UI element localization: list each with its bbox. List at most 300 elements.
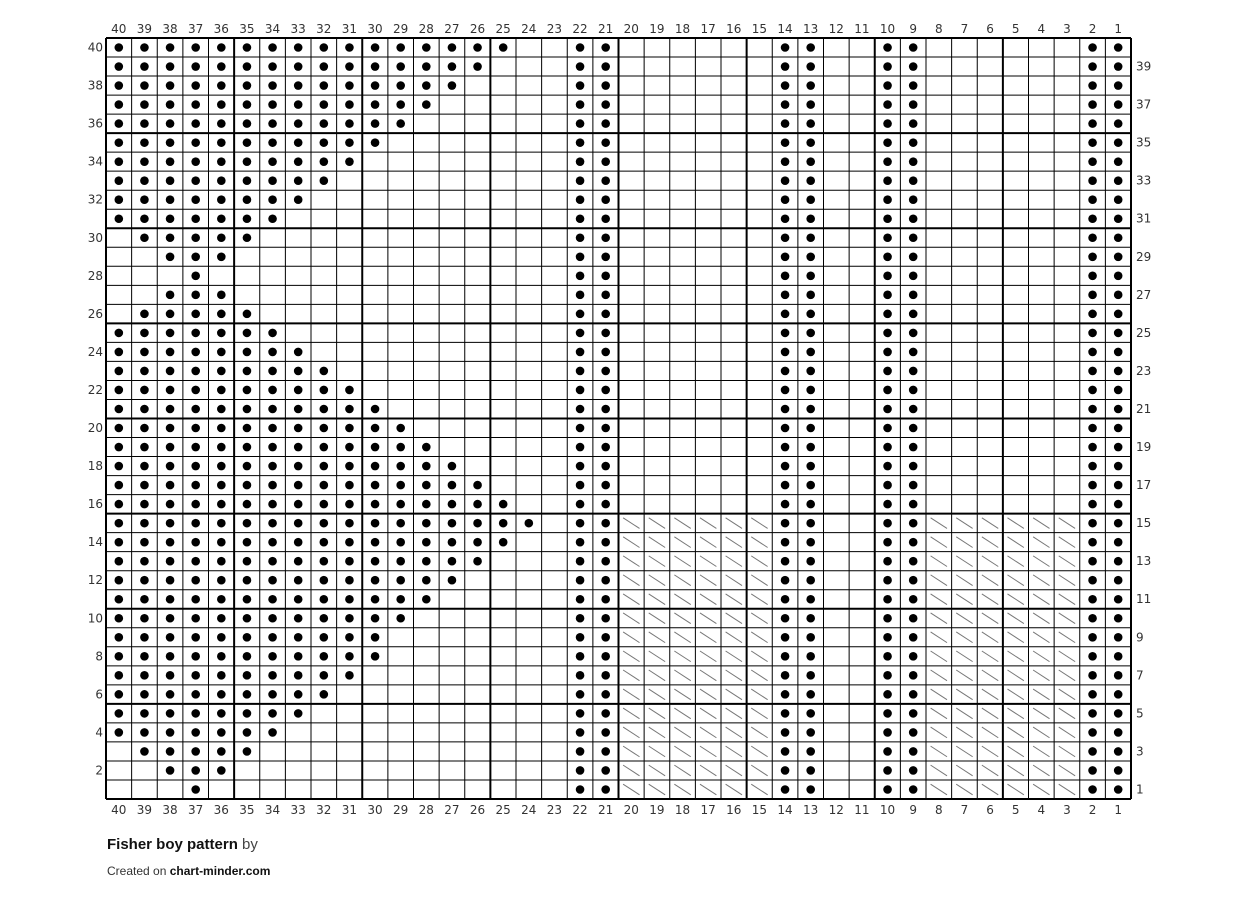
dot-stitch-r25-c39 xyxy=(140,329,149,338)
dot-stitch-r33-c37 xyxy=(191,176,200,185)
dot-stitch-r40-c36 xyxy=(217,43,226,52)
dot-stitch-r26-c10 xyxy=(883,310,892,319)
col-label-bottom-9: 9 xyxy=(909,803,918,817)
dot-stitch-r39-c39 xyxy=(140,62,149,71)
dot-stitch-r6-c9 xyxy=(909,690,918,699)
col-label-top-37: 37 xyxy=(188,22,204,36)
dot-stitch-r31-c39 xyxy=(140,214,149,223)
dot-stitch-r15-c25 xyxy=(499,519,508,528)
dot-stitch-r40-c33 xyxy=(294,43,303,52)
dot-stitch-r22-c21 xyxy=(601,386,610,395)
row-label-right-29: 29 xyxy=(1136,249,1152,264)
dot-stitch-r8-c13 xyxy=(806,652,815,661)
dot-stitch-r12-c29 xyxy=(396,576,405,585)
dot-stitch-r17-c30 xyxy=(371,481,380,490)
dot-stitch-r1-c22 xyxy=(576,785,585,794)
dot-stitch-r39-c37 xyxy=(191,62,200,71)
dot-stitch-r36-c10 xyxy=(883,119,892,128)
dot-stitch-r31-c36 xyxy=(217,214,226,223)
dot-stitch-r3-c39 xyxy=(140,747,149,756)
dot-stitch-r30-c14 xyxy=(781,233,790,242)
row-label-right-33: 33 xyxy=(1136,173,1152,188)
col-label-top-40: 40 xyxy=(111,22,127,36)
dot-stitch-r17-c38 xyxy=(166,481,175,490)
dot-stitch-r17-c27 xyxy=(448,481,457,490)
col-label-top-38: 38 xyxy=(162,22,178,36)
dot-stitch-r12-c14 xyxy=(781,576,790,585)
dot-stitch-r31-c22 xyxy=(576,214,585,223)
dot-stitch-r14-c31 xyxy=(345,538,354,547)
dot-stitch-r30-c35 xyxy=(243,233,252,242)
dot-stitch-r32-c36 xyxy=(217,195,226,204)
dot-stitch-r38-c31 xyxy=(345,81,354,90)
dot-stitch-r15-c10 xyxy=(883,519,892,528)
dot-stitch-r18-c32 xyxy=(320,462,329,471)
dot-stitch-r18-c1 xyxy=(1114,462,1123,471)
dot-stitch-r25-c21 xyxy=(601,329,610,338)
dot-stitch-r4-c40 xyxy=(115,728,124,737)
dot-stitch-r13-c2 xyxy=(1088,557,1097,566)
dot-stitch-r3-c13 xyxy=(806,747,815,756)
dot-stitch-r11-c2 xyxy=(1088,595,1097,604)
dot-stitch-r36-c32 xyxy=(320,119,329,128)
dot-stitch-r40-c25 xyxy=(499,43,508,52)
dot-stitch-r13-c22 xyxy=(576,557,585,566)
site-link[interactable]: chart-minder.com xyxy=(169,864,271,878)
dot-stitch-r32-c9 xyxy=(909,195,918,204)
row-label-left-36: 36 xyxy=(87,116,103,131)
dot-stitch-r21-c38 xyxy=(166,405,175,414)
dot-stitch-r27-c37 xyxy=(191,291,200,300)
dot-stitch-r37-c39 xyxy=(140,100,149,109)
dot-stitch-r13-c27 xyxy=(448,557,457,566)
dot-stitch-r11-c35 xyxy=(243,595,252,604)
dot-stitch-r14-c30 xyxy=(371,538,380,547)
dot-stitch-r33-c10 xyxy=(883,176,892,185)
dot-stitch-r35-c33 xyxy=(294,138,303,147)
dot-stitch-r2-c2 xyxy=(1088,766,1097,775)
dot-stitch-r30-c2 xyxy=(1088,233,1097,242)
dot-stitch-r14-c2 xyxy=(1088,538,1097,547)
dot-stitch-r36-c35 xyxy=(243,119,252,128)
row-label-left-24: 24 xyxy=(87,344,103,359)
dot-stitch-r14-c27 xyxy=(448,538,457,547)
dot-stitch-r11-c14 xyxy=(781,595,790,604)
dot-stitch-r20-c10 xyxy=(883,424,892,433)
dot-stitch-r39-c36 xyxy=(217,62,226,71)
col-label-bottom-36: 36 xyxy=(213,803,229,817)
dot-stitch-r3-c35 xyxy=(243,747,252,756)
dot-stitch-r37-c37 xyxy=(191,100,200,109)
dot-stitch-r12-c27 xyxy=(448,576,457,585)
dot-stitch-r37-c36 xyxy=(217,100,226,109)
dot-stitch-r23-c40 xyxy=(115,367,124,376)
dot-stitch-r33-c32 xyxy=(320,176,329,185)
dot-stitch-r16-c1 xyxy=(1114,500,1123,509)
row-label-left-32: 32 xyxy=(87,192,103,207)
dot-stitch-r28-c22 xyxy=(576,272,585,281)
dot-stitch-r16-c29 xyxy=(396,500,405,509)
dot-stitch-r19-c40 xyxy=(115,443,124,452)
dot-stitch-r1-c10 xyxy=(883,785,892,794)
dot-stitch-r39-c34 xyxy=(268,62,277,71)
dot-stitch-r3-c10 xyxy=(883,747,892,756)
dot-stitch-r29-c13 xyxy=(806,252,815,261)
dot-stitch-r39-c27 xyxy=(448,62,457,71)
dot-stitch-r14-c35 xyxy=(243,538,252,547)
dot-stitch-r14-c14 xyxy=(781,538,790,547)
dot-stitch-r16-c32 xyxy=(320,500,329,509)
col-label-top-12: 12 xyxy=(828,22,844,36)
row-label-left-18: 18 xyxy=(87,459,103,474)
dot-stitch-r37-c34 xyxy=(268,100,277,109)
dot-stitch-r24-c9 xyxy=(909,348,918,357)
dot-stitch-r9-c32 xyxy=(320,633,329,642)
col-label-top-28: 28 xyxy=(418,22,434,36)
dot-stitch-r12-c37 xyxy=(191,576,200,585)
dot-stitch-r21-c34 xyxy=(268,405,277,414)
dot-stitch-r28-c37 xyxy=(191,272,200,281)
dot-stitch-r39-c1 xyxy=(1114,62,1123,71)
dot-stitch-r19-c13 xyxy=(806,443,815,452)
dot-stitch-r13-c1 xyxy=(1114,557,1123,566)
dot-stitch-r5-c10 xyxy=(883,709,892,718)
row-label-left-8: 8 xyxy=(95,649,103,664)
col-label-top-9: 9 xyxy=(909,22,918,36)
col-label-top-16: 16 xyxy=(726,22,742,36)
dot-stitch-r31-c2 xyxy=(1088,214,1097,223)
dot-stitch-r22-c38 xyxy=(166,386,175,395)
dot-stitch-r36-c37 xyxy=(191,119,200,128)
dot-stitch-r10-c32 xyxy=(320,614,329,623)
dot-stitch-r11-c30 xyxy=(371,595,380,604)
dot-stitch-r36-c21 xyxy=(601,119,610,128)
dot-stitch-r20-c37 xyxy=(191,424,200,433)
dot-stitch-r20-c29 xyxy=(396,424,405,433)
dot-stitch-r39-c40 xyxy=(115,62,124,71)
dot-stitch-r36-c31 xyxy=(345,119,354,128)
col-label-bottom-26: 26 xyxy=(469,803,486,817)
dot-stitch-r15-c29 xyxy=(396,519,405,528)
dot-stitch-r40-c2 xyxy=(1088,43,1097,52)
dot-stitch-r24-c33 xyxy=(294,348,303,357)
dot-stitch-r26-c21 xyxy=(601,310,610,319)
col-label-top-26: 26 xyxy=(469,22,486,36)
dot-stitch-r10-c33 xyxy=(294,614,303,623)
dot-stitch-r8-c36 xyxy=(217,652,226,661)
row-label-right-21: 21 xyxy=(1136,401,1152,416)
dot-stitch-r29-c9 xyxy=(909,252,918,261)
dot-stitch-r19-c36 xyxy=(217,443,226,452)
dot-stitch-r29-c14 xyxy=(781,252,790,261)
dot-stitch-r34-c9 xyxy=(909,157,918,166)
dot-stitch-r6-c22 xyxy=(576,690,585,699)
col-label-bottom-22: 22 xyxy=(572,803,588,817)
dot-stitch-r26-c36 xyxy=(217,310,226,319)
dot-stitch-r40-c22 xyxy=(576,43,585,52)
dot-stitch-r24-c37 xyxy=(191,348,200,357)
dot-stitch-r13-c14 xyxy=(781,557,790,566)
dot-stitch-r14-c40 xyxy=(115,538,124,547)
dot-stitch-r7-c34 xyxy=(268,671,277,680)
dot-stitch-r19-c35 xyxy=(243,443,252,452)
dot-stitch-r28-c21 xyxy=(601,272,610,281)
dot-stitch-r12-c13 xyxy=(806,576,815,585)
col-label-bottom-25: 25 xyxy=(495,803,511,817)
dot-stitch-r37-c35 xyxy=(243,100,252,109)
col-label-bottom-18: 18 xyxy=(674,803,691,817)
dot-stitch-r1-c13 xyxy=(806,785,815,794)
dot-stitch-r4-c1 xyxy=(1114,728,1123,737)
dot-stitch-r30-c37 xyxy=(191,233,200,242)
dot-stitch-r24-c21 xyxy=(601,348,610,357)
dot-stitch-r11-c39 xyxy=(140,595,149,604)
dot-stitch-r17-c13 xyxy=(806,481,815,490)
dot-stitch-r34-c33 xyxy=(294,157,303,166)
dot-stitch-r38-c29 xyxy=(396,81,405,90)
dot-stitch-r21-c36 xyxy=(217,405,226,414)
dot-stitch-r13-c35 xyxy=(243,557,252,566)
col-label-bottom-34: 34 xyxy=(264,803,281,817)
dot-stitch-r40-c27 xyxy=(448,43,457,52)
dot-stitch-r8-c34 xyxy=(268,652,277,661)
dot-stitch-r38-c28 xyxy=(422,81,431,90)
col-label-bottom-27: 27 xyxy=(444,803,460,817)
dot-stitch-r35-c21 xyxy=(601,138,610,147)
dot-stitch-r14-c28 xyxy=(422,538,431,547)
dot-stitch-r21-c33 xyxy=(294,405,303,414)
dot-stitch-r40-c30 xyxy=(371,43,380,52)
dot-stitch-r7-c39 xyxy=(140,671,149,680)
row-label-left-6: 6 xyxy=(95,687,103,702)
col-label-bottom-30: 30 xyxy=(367,803,383,817)
dot-stitch-r9-c13 xyxy=(806,633,815,642)
dot-stitch-r19-c1 xyxy=(1114,443,1123,452)
dot-stitch-r27-c13 xyxy=(806,291,815,300)
dot-stitch-r11-c38 xyxy=(166,595,175,604)
dot-stitch-r22-c2 xyxy=(1088,386,1097,395)
dot-stitch-r15-c26 xyxy=(473,519,482,528)
dot-stitch-r22-c37 xyxy=(191,386,200,395)
dot-stitch-r11-c28 xyxy=(422,595,431,604)
dot-stitch-r23-c13 xyxy=(806,367,815,376)
col-label-bottom-33: 33 xyxy=(290,803,306,817)
dot-stitch-r27-c22 xyxy=(576,291,585,300)
dot-stitch-r26-c2 xyxy=(1088,310,1097,319)
dot-stitch-r24-c36 xyxy=(217,348,226,357)
dot-stitch-r11-c9 xyxy=(909,595,918,604)
dot-stitch-r35-c39 xyxy=(140,138,149,147)
dot-stitch-r15-c28 xyxy=(422,519,431,528)
dot-stitch-r1-c9 xyxy=(909,785,918,794)
dot-stitch-r4-c36 xyxy=(217,728,226,737)
dot-stitch-r30-c38 xyxy=(166,233,175,242)
col-label-bottom-24: 24 xyxy=(521,803,537,817)
row-label-left-34: 34 xyxy=(87,154,103,169)
col-label-bottom-1: 1 xyxy=(1114,803,1123,817)
dot-stitch-r19-c30 xyxy=(371,443,380,452)
dot-stitch-r7-c22 xyxy=(576,671,585,680)
row-label-left-4: 4 xyxy=(95,725,103,740)
dot-stitch-r37-c22 xyxy=(576,100,585,109)
dot-stitch-r39-c14 xyxy=(781,62,790,71)
dot-stitch-r21-c10 xyxy=(883,405,892,414)
dot-stitch-r35-c30 xyxy=(371,138,380,147)
dot-stitch-r26-c39 xyxy=(140,310,149,319)
row-label-right-5: 5 xyxy=(1136,706,1144,721)
dot-stitch-r25-c38 xyxy=(166,329,175,338)
dot-stitch-r18-c10 xyxy=(883,462,892,471)
row-label-left-30: 30 xyxy=(87,230,103,245)
dot-stitch-r11-c34 xyxy=(268,595,277,604)
dot-stitch-r24-c1 xyxy=(1114,348,1123,357)
dot-stitch-r7-c14 xyxy=(781,671,790,680)
row-label-left-2: 2 xyxy=(95,763,103,778)
dot-stitch-r2-c36 xyxy=(217,766,226,775)
row-label-left-38: 38 xyxy=(87,78,103,93)
dot-stitch-r19-c22 xyxy=(576,443,585,452)
dot-stitch-r20-c40 xyxy=(115,424,124,433)
dot-stitch-r32-c34 xyxy=(268,195,277,204)
dot-stitch-r21-c13 xyxy=(806,405,815,414)
dot-stitch-r12-c40 xyxy=(115,576,124,585)
dot-stitch-r37-c14 xyxy=(781,100,790,109)
dot-stitch-r20-c36 xyxy=(217,424,226,433)
col-label-top-29: 29 xyxy=(393,22,409,36)
row-label-left-20: 20 xyxy=(87,421,103,436)
dot-stitch-r13-c26 xyxy=(473,557,482,566)
dot-stitch-r2-c37 xyxy=(191,766,200,775)
dot-stitch-r35-c2 xyxy=(1088,138,1097,147)
row-label-left-16: 16 xyxy=(87,497,103,512)
dot-stitch-r5-c9 xyxy=(909,709,918,718)
row-label-right-11: 11 xyxy=(1136,592,1152,607)
dot-stitch-r33-c14 xyxy=(781,176,790,185)
dot-stitch-r12-c39 xyxy=(140,576,149,585)
dot-stitch-r4-c37 xyxy=(191,728,200,737)
dot-stitch-r28-c14 xyxy=(781,272,790,281)
dot-stitch-r6-c39 xyxy=(140,690,149,699)
dot-stitch-r4-c14 xyxy=(781,728,790,737)
dot-stitch-r19-c33 xyxy=(294,443,303,452)
dot-stitch-r17-c2 xyxy=(1088,481,1097,490)
col-label-top-32: 32 xyxy=(316,22,332,36)
dot-stitch-r36-c2 xyxy=(1088,119,1097,128)
dot-stitch-r18-c2 xyxy=(1088,462,1097,471)
dot-stitch-r34-c2 xyxy=(1088,157,1097,166)
dot-stitch-r10-c40 xyxy=(115,614,124,623)
dot-stitch-r38-c35 xyxy=(243,81,252,90)
col-label-top-14: 14 xyxy=(777,22,793,36)
dot-stitch-r35-c14 xyxy=(781,138,790,147)
dot-stitch-r23-c32 xyxy=(320,367,329,376)
dot-stitch-r29-c21 xyxy=(601,252,610,261)
dot-stitch-r14-c10 xyxy=(883,538,892,547)
dot-stitch-r39-c21 xyxy=(601,62,610,71)
dot-stitch-r14-c26 xyxy=(473,538,482,547)
dot-stitch-r35-c10 xyxy=(883,138,892,147)
dot-stitch-r3-c37 xyxy=(191,747,200,756)
col-label-top-15: 15 xyxy=(751,22,768,36)
dot-stitch-r12-c21 xyxy=(601,576,610,585)
dot-stitch-r6-c40 xyxy=(115,690,124,699)
dot-stitch-r7-c13 xyxy=(806,671,815,680)
dot-stitch-r4-c22 xyxy=(576,728,585,737)
dot-stitch-r31-c38 xyxy=(166,214,175,223)
dot-stitch-r15-c30 xyxy=(371,519,380,528)
dot-stitch-r17-c40 xyxy=(115,481,124,490)
col-label-top-33: 33 xyxy=(290,22,306,36)
dot-stitch-r22-c35 xyxy=(243,386,252,395)
dot-stitch-r16-c13 xyxy=(806,500,815,509)
dot-stitch-r33-c35 xyxy=(243,176,252,185)
dot-stitch-r15-c24 xyxy=(525,519,534,528)
dot-stitch-r34-c1 xyxy=(1114,157,1123,166)
col-label-bottom-4: 4 xyxy=(1037,803,1046,817)
dot-stitch-r40-c14 xyxy=(781,43,790,52)
pattern-title-line xyxy=(107,836,258,853)
dot-stitch-r22-c36 xyxy=(217,386,226,395)
dot-stitch-r7-c2 xyxy=(1088,671,1097,680)
dot-stitch-r5-c37 xyxy=(191,709,200,718)
dot-stitch-r18-c30 xyxy=(371,462,380,471)
dot-stitch-r10-c2 xyxy=(1088,614,1097,623)
dot-stitch-r38-c37 xyxy=(191,81,200,90)
dot-stitch-r25-c2 xyxy=(1088,329,1097,338)
dot-stitch-r2-c22 xyxy=(576,766,585,775)
dot-stitch-r11-c40 xyxy=(115,595,124,604)
dot-stitch-r20-c35 xyxy=(243,424,252,433)
dot-stitch-r11-c1 xyxy=(1114,595,1123,604)
dot-stitch-r40-c10 xyxy=(883,43,892,52)
dot-stitch-r24-c40 xyxy=(115,348,124,357)
dot-stitch-r5-c39 xyxy=(140,709,149,718)
dot-stitch-r15-c36 xyxy=(217,519,226,528)
dot-stitch-r5-c38 xyxy=(166,709,175,718)
col-label-top-10: 10 xyxy=(879,22,896,36)
dot-stitch-r4-c39 xyxy=(140,728,149,737)
dot-stitch-r8-c37 xyxy=(191,652,200,661)
dot-stitch-r16-c38 xyxy=(166,500,175,509)
dot-stitch-r16-c37 xyxy=(191,500,200,509)
dot-stitch-r8-c22 xyxy=(576,652,585,661)
dot-stitch-r33-c1 xyxy=(1114,176,1123,185)
dot-stitch-r14-c21 xyxy=(601,538,610,547)
dot-stitch-r15-c32 xyxy=(320,519,329,528)
dot-stitch-r24-c14 xyxy=(781,348,790,357)
dot-stitch-r9-c37 xyxy=(191,633,200,642)
dot-stitch-r37-c29 xyxy=(396,100,405,109)
dot-stitch-r9-c40 xyxy=(115,633,124,642)
dot-stitch-r37-c1 xyxy=(1114,100,1123,109)
dot-stitch-r36-c22 xyxy=(576,119,585,128)
dot-stitch-r7-c21 xyxy=(601,671,610,680)
dot-stitch-r13-c28 xyxy=(422,557,431,566)
dot-stitch-r34-c40 xyxy=(115,157,124,166)
dot-stitch-r20-c32 xyxy=(320,424,329,433)
dot-stitch-r9-c33 xyxy=(294,633,303,642)
dot-stitch-r34-c36 xyxy=(217,157,226,166)
dot-stitch-r10-c30 xyxy=(371,614,380,623)
dot-stitch-r23-c37 xyxy=(191,367,200,376)
dot-stitch-r37-c30 xyxy=(371,100,380,109)
col-label-bottom-2: 2 xyxy=(1088,803,1097,817)
dot-stitch-r18-c29 xyxy=(396,462,405,471)
dot-stitch-r36-c34 xyxy=(268,119,277,128)
dot-stitch-r16-c9 xyxy=(909,500,918,509)
dot-stitch-r7-c32 xyxy=(320,671,329,680)
dot-stitch-r17-c39 xyxy=(140,481,149,490)
